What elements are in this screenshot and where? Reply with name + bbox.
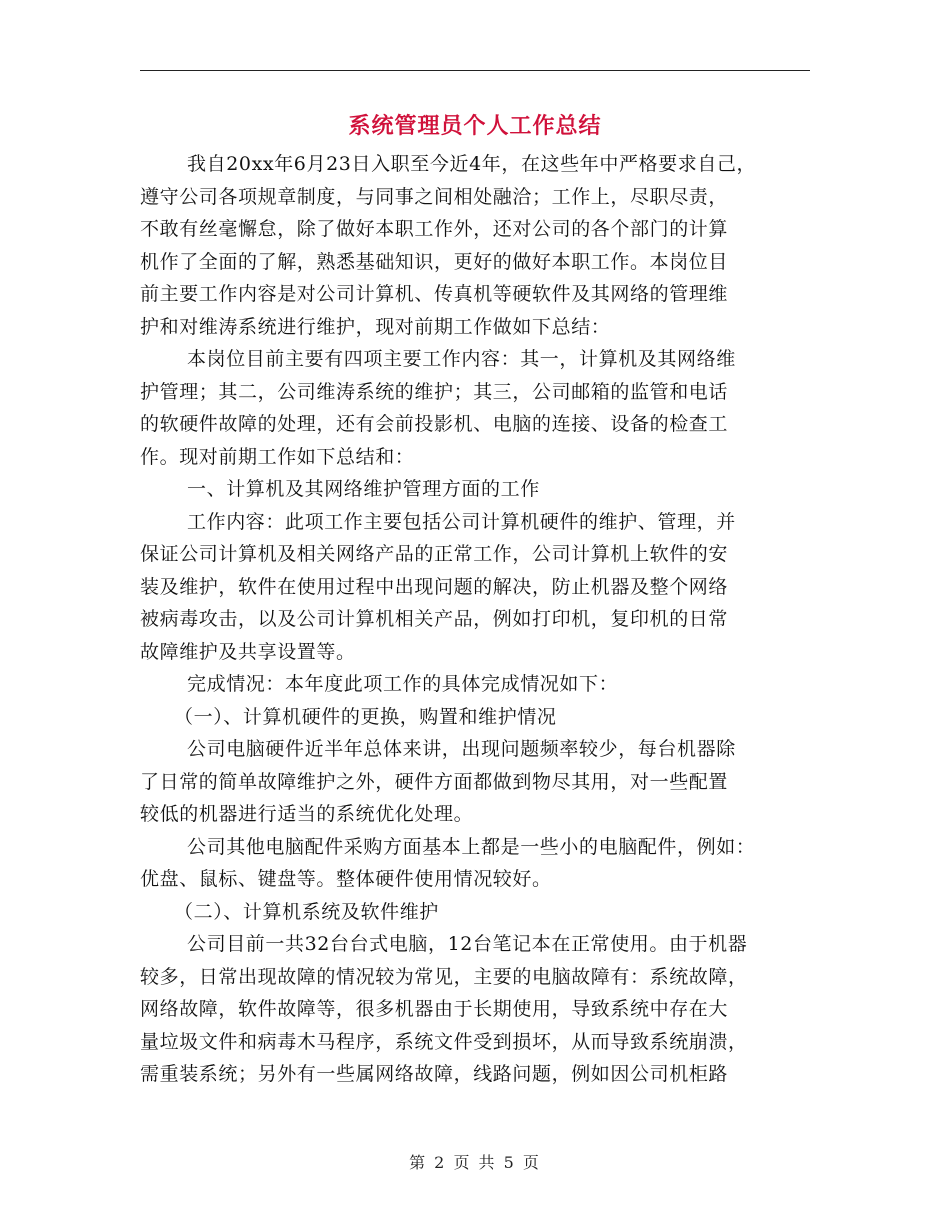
- header-rule: [140, 70, 810, 71]
- paragraph-line: 公司目前一共32台台式电脑，12台笔记本在正常使用。由于机器: [187, 933, 748, 955]
- paragraph-line: 公司其他电脑配件采购方面基本上都是一些小的电脑配件，例如：: [187, 835, 756, 858]
- paragraph-line: 网络故障，软件故障等，很多机器由于长期使用，导致系统中存在大: [140, 998, 729, 1020]
- section-heading: 一、计算机及其网络维护管理方面的工作: [187, 478, 540, 500]
- paragraph-line: 故障维护及共享设置等。: [140, 640, 356, 663]
- paragraph-line: 优盘、鼠标、键盘等。整体硬件使用情况较好。: [140, 868, 552, 890]
- paragraph-line: 需重装系统；另外有一些属网络故障，线路问题，例如因公司机柜路: [140, 1063, 729, 1085]
- paragraph-line: 装及维护，软件在使用过程中出现问题的解决，防止机器及整个网络: [140, 575, 729, 598]
- paragraph-line: 的软硬件故障的处理，还有会前投影机、电脑的连接、设备的检查工: [140, 413, 729, 435]
- subsection-heading: （二）、计算机系统及软件维护: [174, 900, 439, 923]
- paragraph-line: 较多，日常出现故障的情况较为常见，主要的电脑故障有：系统故障，: [140, 965, 748, 988]
- paragraph-line: 护管理；其二，公司维涛系统的维护；其三，公司邮箱的监管和电话: [140, 380, 729, 403]
- document-body: [140, 148, 808, 1091]
- paragraph-line: 工作内容：此项工作主要包括公司计算机硬件的维护、管理，并: [187, 510, 736, 533]
- paragraph-line: 了日常的简单故障维护之外，硬件方面都做到物尽其用，对一些配置: [140, 770, 729, 793]
- document-title: 系统管理员个人工作总结: [348, 113, 602, 139]
- subsection-heading: （一）、计算机硬件的更换，购置和维护情况: [174, 705, 557, 728]
- paragraph-line: 护和对维涛系统进行维护，现对前期工作做如下总结：: [140, 315, 611, 338]
- paragraph-line: 作。现对前期工作如下总结和：: [140, 445, 415, 468]
- paragraph-line: 前主要工作内容是对公司计算机、传真机等硬软件及其网络的管理维: [140, 283, 729, 305]
- page-number: 第 2 页 共 5 页: [409, 1153, 541, 1172]
- paragraph-line: 遵守公司各项规章制度，与同事之间相处融洽；工作上，尽职尽责，: [140, 185, 729, 208]
- paragraph-line: 不敢有丝毫懈怠，除了做好本职工作外，还对公司的各个部门的计算: [140, 218, 729, 240]
- paragraph-line: 完成情况：本年度此项工作的具体完成情况如下：: [187, 673, 619, 695]
- paragraph-line: 本岗位目前主要有四项主要工作内容：其一，计算机及其网络维: [187, 348, 736, 370]
- paragraph-line: 公司电脑硬件近半年总体来讲，出现问题频率较少，每台机器除: [187, 738, 736, 760]
- paragraph-line: 保证公司计算机及相关网络产品的正常工作，公司计算机上软件的安: [140, 543, 729, 565]
- paragraph-line: 机作了全面的了解，熟悉基础知识，更好的做好本职工作。本岗位目: [140, 250, 729, 273]
- paragraph-line: 我自20xx年6月23日入职至今近4年，在这些年中严格要求自己，: [187, 153, 757, 175]
- paragraph-line: 量垃圾文件和病毒木马程序，系统文件受到损坏，从而导致系统崩溃，: [140, 1030, 748, 1053]
- paragraph-line: 被病毒攻击，以及公司计算机相关产品，例如打印机，复印机的日常: [140, 608, 729, 630]
- paragraph-line: 较低的机器进行适当的系统优化处理。: [140, 803, 474, 825]
